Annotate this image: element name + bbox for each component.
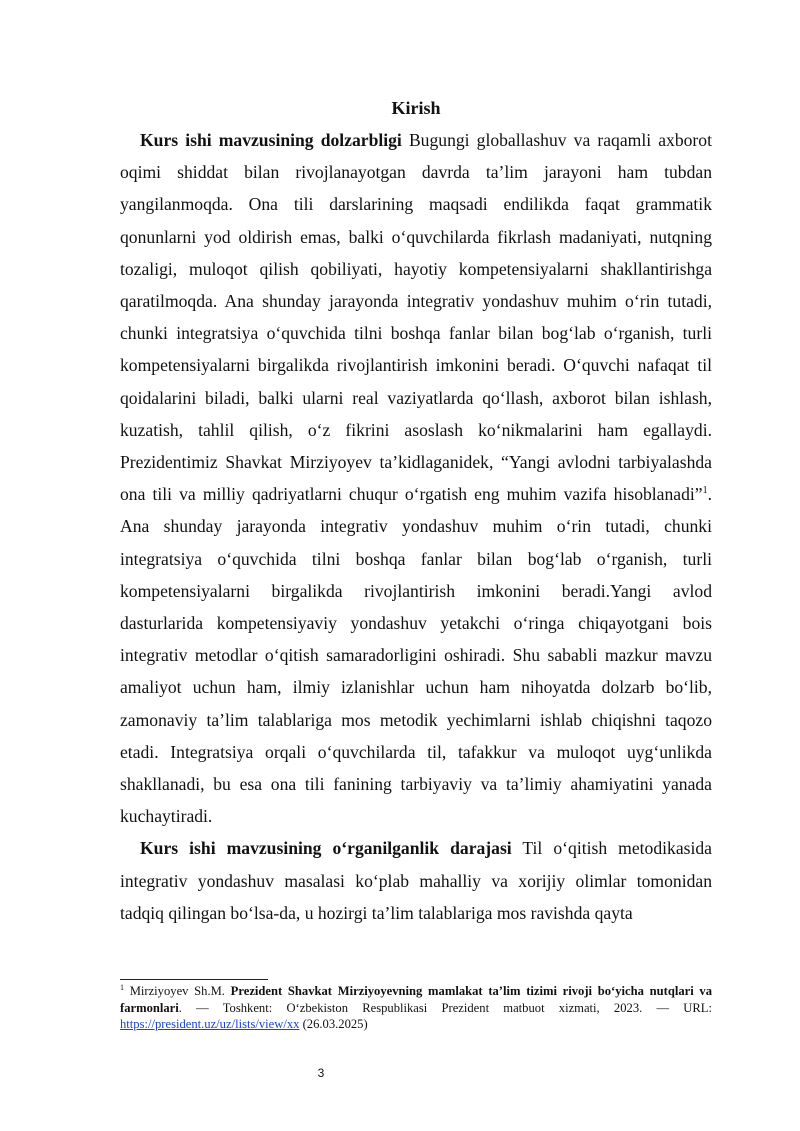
footnote-publisher: . — Toshkent: O‘zbekiston Respublikasi Prezident matbuot xizmati, 2023. — URL:: [178, 1000, 712, 1015]
footnote-author: Mirziyoyev Sh.M.: [124, 984, 231, 998]
page-number: 3: [317, 1066, 325, 1080]
paragraph-relevance: [120, 124, 712, 832]
paragraph-text: Til o‘qitish metodikasida integrativ yondashuv masalasi ko‘plab mahalliy va xorijiy olimlar tomonidan tadqiq qilingan bo‘lsa-da, u hozirgi ta’lim talablariga mos ravishda qayta: [120, 838, 712, 923]
footnote-separator: [120, 979, 268, 980]
paragraph-lead-relevance: Kurs ishi mavzusining dolzarbligi: [140, 130, 402, 150]
footnote-reference[interactable]: 1: [702, 485, 708, 497]
footnote-marker: 1: [120, 982, 124, 992]
footnote-date: (26.03.2025): [299, 1017, 368, 1031]
paragraph-study-level: [120, 832, 712, 929]
footnote-link[interactable]: https://president.uz/uz/lists/view/xx: [120, 1017, 300, 1031]
footnote-title: Prezident Shavkat Mirziyoyevning mamlakat ta’lim tizimi rivoji bo‘yicha nutqlari va farmonlari: [120, 984, 713, 1015]
footnote: [120, 983, 712, 1033]
paragraph-text: . Ana shunday jarayonda integrativ yondashuv muhim o‘rin tutadi, chunki integratsiya o‘quvchida tilni boshqa fanlar bilan bog‘lab o‘rganish, turli kompetensiyalarni birgalikda rivojlantirish imkonini beradi.Yangi avlod dasturlarida kompetensiyaviy yondashuv yetakchi o‘ringa chiqayotgani bois integrativ metodlar o‘qitish samaradorligini oshiradi. Shu sababli mazkur mavzu amaliyot uchun ham, ilmiy izlanishlar uchun ham nihoyatda dolzarb bo‘lib, zamonaviy ta’lim talablariga mos metodik yechimlarni ishlab chiqishni taqozo etadi. Integratsiya orqali o‘quvchilarda til, tafakkur va muloqot uyg‘unlikda shakllanadi, bu esa ona tili fanining tarbiyaviy va ta’limiy ahamiyatini yanada kuchaytiradi.: [120, 484, 712, 827]
section-heading: Kirish: [391, 98, 441, 118]
page-body: [120, 96, 712, 929]
paragraph-lead-study-level: Kurs ishi mavzusining o‘rganilganlik darajasi: [140, 838, 512, 859]
paragraph-text: Bugungi globallashuv va raqamli axborot oqimi shiddat bilan rivojlanayotgan davrda ta’lim jarayoni ham tubdan yangilanmoqda. Ona tili darslarining maqsadi endilikda faqat grammatik qonunlarni yod oldirish emas, balki o‘quvchilarda fikrlash madaniyati, nutqning tozaligi, muloqot qilish qobiliyati, hayotiy kompetensiyalarni shakllantirishga qaratilmoqda. Ana shunday jarayonda integrativ yondashuv muhim o‘rin tutadi, chunki integratsiya o‘quvchida tilni boshqa fanlar bilan bog‘lab o‘rganish, turli kompetensiyalarni birgalikda rivojlantirish imkonini beradi. O‘quvchi nafaqat til qoidalarini biladi, balki ularni real vaziyatlarda qo‘llash, axborot bilan ishlash, kuzatish, tahlil qilish, o‘z fikrini asoslash ko‘nikmalarini ham egallaydi. Prezidentimiz Shavkat Mirziyoyev ta’kidlaganidek, “Yangi avlodni tarbiyalashda ona tili va milliy qadriyatlarni chuqur o‘rgatish eng muhim vazifa hisoblanadi”: [120, 130, 712, 505]
